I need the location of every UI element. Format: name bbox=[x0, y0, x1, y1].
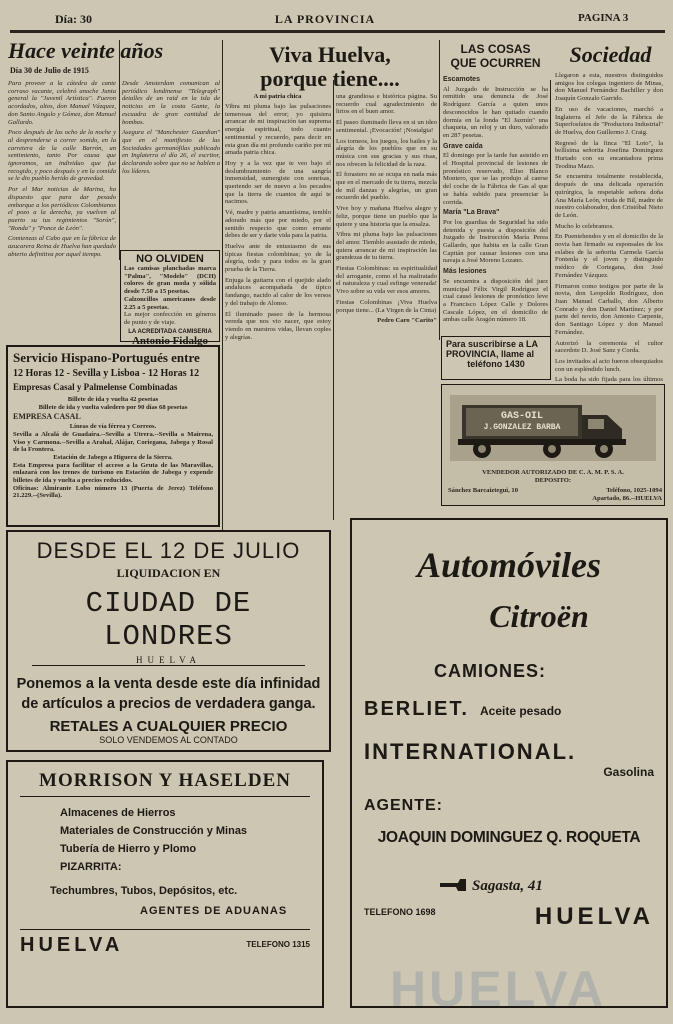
citroen-title: Automóviles bbox=[416, 545, 601, 585]
paragraph: En uso de vacaciones, marchó a Inglaterra el Jefe de la Fábrica de Superfosfatos de "Productora Industrial" de Huelva, don Guillermo J. Craig. bbox=[555, 105, 663, 136]
morrison-ad bbox=[6, 760, 324, 1008]
paragraph: Fiestas Colombinas ¡Viva Huelva porque tiene... (La Virgen de la Cinta) bbox=[336, 298, 437, 314]
agente-street: Sagasta, 41 bbox=[472, 878, 543, 894]
paragraph: Se encuentra totalmente restablecida, después de una delicada operación quirúrgica, la respetable señora doña Ana María León, viuda de Bil, madre de nuestro colaborador, don Cristóbal Nieto de León. bbox=[555, 173, 663, 219]
column-rule bbox=[222, 40, 223, 530]
paragraph: El paseo iluminado lleva en si un ideo sentimental. ¡Evocación! ¡Nostalgia! bbox=[336, 119, 437, 134]
morrison-line: Tubería de Hierro y Plomo bbox=[60, 843, 197, 855]
suscribirse-box bbox=[441, 336, 551, 380]
paragraph: Hoy y a la vez que te veo bajo el deslumbramiento de una sangría inmensidad, sumergiste con sonrisas, queriendo ser de nuevo a los pecados que la tierra de cuantos de aquí te nacimos. bbox=[225, 159, 331, 206]
masthead-day: Día: 30 bbox=[55, 12, 92, 26]
sociedad-body bbox=[555, 72, 663, 384]
sociedad-title: Sociedad bbox=[569, 42, 652, 67]
paragraph: Para proveer a la cátedra de cante corraso vacante, celebró anoche Junta general la "Juvenil Artística". Fueron acordados, altos, don Manuel Vázquez, don Santo Angulo y Gómez, don Manuel Gallardo. bbox=[8, 80, 116, 126]
suscribirse-line: Para suscribirse a LA bbox=[446, 339, 539, 349]
hace-veinte-anos-title: Hace veinte años bbox=[8, 38, 164, 63]
paragraph: Enjuga la guitarra con el quejido alado andaluces acompañada de típico fandango, nacido al calor de los versos y del trabajo de Alonso. bbox=[225, 276, 331, 307]
paragraph: Por el Mar noticias de Marina, ha dispuesto que para dar pesado embarque a los periódicos Colombianos el pozo a la derecha, ya vuelven al puerto su tus regimientos "Sorón", "Ronda" y "Ponce de León". bbox=[8, 186, 116, 232]
viva-huelva-title-2: porque tiene.... bbox=[260, 66, 400, 91]
masthead-rule bbox=[10, 30, 665, 33]
londres-line-1: DESDE EL 12 DE JULIO bbox=[36, 538, 301, 563]
berliet-row bbox=[364, 698, 654, 721]
londres-line-2: LIQUIDACION EN bbox=[116, 566, 221, 580]
gasoil-address: Sánchez Barcaiztegui, 10 bbox=[448, 487, 519, 494]
agente-label: AGENTE: bbox=[364, 797, 443, 814]
morrison-line: Materiales de Construcción y Minas bbox=[60, 825, 248, 837]
morrison-footer bbox=[20, 929, 310, 960]
paragraph: El iluminado paseo de la hermosa vereda que nos vio nacer, que estoy viendo en nuestros vidas, llevan coples y alegrías. bbox=[225, 310, 331, 341]
morrison-line: AGENTES DE ADUANAS bbox=[140, 905, 288, 917]
international-label: INTERNATIONAL. bbox=[364, 739, 577, 764]
servicio-title: Servicio Hispano-Portugués entre bbox=[13, 350, 200, 365]
londres-line-3: CIUDAD DE LONDRES bbox=[85, 587, 252, 653]
agente-city: HUELVA bbox=[534, 903, 654, 930]
servicio-hispano-portugues-ad bbox=[6, 345, 220, 527]
paragraph: Firmaron como testigos por parte de la novia, don Leopoldo Rodríguez, don Juan Manuel Carballo, don Alberto Conrado y don Daniel Martínez; y por parte del novio, don Antonio Carpente, don Santiago López y don Manuel Fernández. bbox=[555, 282, 663, 336]
servicio-line: 12 Horas 12 - Sevilla y Lisboa - 12 Horas 12 bbox=[13, 368, 200, 379]
paragraph: Por los guardias de Seguridad ha sido detenida y puesta a disposición del Juzgado de Instrucción María Perea Gallardo, que habita en la calle Gran Capitán por causar lesiones con una navaja a José Moreno Lozano. bbox=[443, 218, 548, 265]
morrison-line: Almacenes de Hierros bbox=[60, 807, 176, 819]
morrison-city: HUELVA bbox=[20, 934, 124, 956]
servicio-line: Billete de ida y vuelta 42 pesetas bbox=[67, 396, 159, 403]
masthead-page: PAGINA 3 bbox=[578, 12, 629, 24]
hace-veinte-anos-body bbox=[8, 80, 116, 340]
column-rule bbox=[550, 80, 551, 350]
no-olviden-brand: LA ACREDITADA CAMISERIA bbox=[128, 328, 212, 335]
paragraph: Fiestas Colombinas: su espiritualidad del arrogante, como el ha maltratado el naturaleza y cual esfinge venerada! Vivo sobre su vida ver esos amores. bbox=[336, 265, 437, 296]
paragraph: Vibra mi pluma bajo las pulsaciones del amor. Tiemblo asustado de miedo, quiera arrancar de mi inspiración las grandezas de tu tierra. bbox=[336, 231, 437, 262]
section-heading: Grave caída bbox=[443, 142, 483, 150]
londres-line-7: SOLO VENDEMOS AL CONTADO bbox=[99, 735, 238, 745]
masthead-paper-name: LA PROVINCIA bbox=[274, 12, 376, 26]
berliet-sub: Aceite pesado bbox=[480, 704, 562, 718]
paragraph: Comienzas al Cabo que en la fábrica de azucarera Reina de Huelva han quedado abierto definitiva por aquel tiempo. bbox=[8, 235, 116, 258]
footer-row bbox=[364, 903, 654, 943]
viva-huelva-body-col-2 bbox=[336, 93, 437, 513]
no-olviden-ad bbox=[120, 250, 220, 347]
no-olviden-title: NO OLVIDEN bbox=[136, 253, 204, 265]
section-heading: María "La Brava" bbox=[443, 209, 500, 217]
column-rule bbox=[439, 40, 440, 340]
no-olviden-text-2: Calzoncillos americanos desde 2.25 a 5 pesetas. bbox=[124, 295, 216, 311]
viva-huelva-body-col-1 bbox=[225, 103, 331, 523]
paragraph: Poco después de las ocho de la noche y al desprenderse a correr sonido, en la carretera de la calle Barrón, un sentimiento, tanto Por causa que ignoramos, un individuo que fue recogido, y poco después y en la comida se le dio pueblo herido de gravedad. bbox=[8, 129, 116, 183]
paragraph: Vibra mi pluma bajo las pulsaciones temerosas del error; yo quisiera arrancar de mi inspiración tan suprema energía espiritual, todo cuanto sentimental y recuerdo, para decir en esta gran día mi profundo cariño por mi amada patria chica. bbox=[225, 103, 331, 157]
citroen-ad bbox=[350, 518, 668, 1008]
col2-news bbox=[122, 80, 220, 245]
gasoil-line: DEPOSITO: bbox=[534, 477, 572, 484]
servicio-line: Oficinas: Almirante Lobo número 13 (Puerta de Jerez) Teléfono 21.229.--(Sevilla). bbox=[13, 484, 213, 500]
londres-line-6: RETALES A CUALQUIER PRECIO bbox=[49, 718, 288, 735]
agente-phone: TELEFONO 1698 bbox=[364, 907, 436, 917]
camiones-label: CAMIONES: bbox=[434, 661, 546, 681]
gasoil-ad bbox=[441, 384, 665, 506]
suscribirse-line: teléfono 1430 bbox=[467, 359, 525, 369]
section-heading: Escamotes bbox=[443, 76, 480, 83]
servicio-line: Estación de Jabego a Higuera de la Sierra. bbox=[53, 453, 173, 461]
morrison-line: Techumbres, Tubos, Depósitos, etc. bbox=[50, 885, 238, 897]
pointing-hand-icon bbox=[438, 875, 468, 895]
paragraph: Vé, madre y patria amantísima, temblo adorado más que por miedo, por el sentido respecto que como errante debes de ser y darte vida para la patria. bbox=[225, 209, 331, 240]
paragraph: El forastero no se ocupa en nada más que en el mercado de tu tierra, mezcla de mil danzas y alegrías, un gran recuerdo del pueblo. bbox=[336, 171, 437, 202]
paragraph: Al Juzgado de Instrucción se ha remitido una denuncia de José Rodríguez García a quien unos desconocidos le han quitado cuando dormía en la fonda "El Jazmín" una chaqueta, un reloj y un duro, valorado en 287 pesetas. bbox=[443, 85, 548, 139]
citroen-brand: Citroën bbox=[489, 598, 589, 634]
las-cosas-title-2: QUE OCURREN bbox=[450, 56, 541, 70]
viva-huelva-subtitle: A mi patria chica bbox=[253, 93, 302, 100]
paragraph: Huelva ante de entusiasmo de sus típicas fiestas colombinas; yo de la alegría, todo y para todos es la gran prueba de la Tierra. bbox=[225, 242, 331, 274]
paragraph: Regresó de la finca "El Loto", la bellísima señorita Josefina Dominguez Hurtado con su encantadora prima Teodina Mazo. bbox=[555, 139, 663, 170]
section-heading: Más lesiones bbox=[443, 268, 487, 276]
servicio-line: EMPRESA CASAL bbox=[13, 412, 81, 422]
paragraph: En Puentehendos y en el domicilio de la novia han firmado su esponsales de los eslabes de la señorita Carmela García Fontenla y el joven y distinguido médico de Cortegana, don José Fernández Vázquez. bbox=[555, 233, 663, 279]
servicio-line: Líneas de vía férrea y Correos. bbox=[69, 423, 157, 431]
gasolina-label: Gasolina bbox=[603, 765, 654, 779]
gasoil-phone: Teléfono, 1025-1094 bbox=[606, 487, 662, 494]
gasoil-apartado: Apartado, 86.--HUELVA bbox=[592, 495, 662, 502]
paragraph: Mucho lo celebramos. bbox=[555, 222, 614, 230]
no-olviden-text: Las camisas planchadas marca "Palma", "Modelo" (DCH) colores de gran moda y sólida desde 7.50 a 15 pesetas. bbox=[124, 265, 216, 296]
morrison-phone: TELEFONO 1315 bbox=[246, 940, 310, 949]
street-row bbox=[472, 875, 602, 899]
paragraph: La boda ha sido fijada para los últimos bbox=[555, 376, 663, 384]
no-olviden-shop: Antonio Fidalgo bbox=[131, 334, 209, 347]
londres-line-5: Ponemos a la venta desde este día infinidad de artículos a precios de verdadera ganga. bbox=[16, 676, 321, 712]
paragraph: Se encuentra a disposición del juez municipal Félix Virgil Rodríguez el cual causó lesiones de pronóstico leve a Francisco López Calle y Dolores Cascale López, en el domicilio de ambas calle Aragón número 18. bbox=[443, 277, 548, 324]
truck-name: J.GONZALEZ BARBA bbox=[483, 423, 561, 432]
paragraph: Asegura el "Manchester Guardian" que en el manifiesto de las Sociedades germanófilas publicado en Inglaterra el día 26, el escritor, declarando sobre que no se hablen a los líderes. bbox=[122, 129, 220, 175]
servicio-line: Esta Empresa para facilitar el acceso a la Gruta de las Maravillas, enlazará con los trenes de turismo en Estación de Jabega y expende billetes de ida y vuelta a precios reducidos. bbox=[13, 461, 213, 485]
morrison-title: MORRISON Y HASELDEN bbox=[20, 770, 310, 797]
las-cosas-title-1: LAS COSAS bbox=[460, 42, 531, 56]
hace-veinte-anos-date: Día 30 de Julio de 1915 bbox=[10, 66, 89, 75]
servicio-line: Sevilla a Alcalá de Guadaíra.--Sevilla a Utrera.--Sevilla a Mairena, Viso y Carmona.--Sevilla a Arahal, Alájar, Coriegana, Jabega y Rosal de la Frontera. bbox=[13, 430, 213, 454]
ciudad-de-londres-ad bbox=[6, 530, 331, 752]
no-olviden-text-3: La mejor confección en géneros de punto y de viaje. bbox=[124, 311, 216, 326]
paragraph: Llegaron a esta, nuestros distinguidos amigos los colegas ingeniero de Minas, don Manuel Fernández Bachiller y don Joaquín Gonzalo Garrido. bbox=[555, 72, 663, 103]
las-cosas-body bbox=[443, 74, 548, 334]
agente-name: JOAQUIN DOMINGUEZ Q. ROQUETA bbox=[377, 829, 641, 846]
paragraph: Vive hoy y mañana Huelva alegre y feliz, porque tiene un pueblo que la quiere y una historia que la ensalza. bbox=[336, 205, 437, 228]
archive-watermark: HUELVA bbox=[390, 961, 607, 1017]
servicio-line: Billete de ida y vuelta valedero por 90 días 68 pesetas bbox=[38, 403, 188, 411]
londres-line-4: HUELVA bbox=[32, 655, 305, 666]
viva-huelva-title-1: Viva Huelva, bbox=[269, 42, 391, 67]
berliet-label: BERLIET. bbox=[364, 698, 469, 720]
paragraph: Los torneos, los juegos, los bailes y la alegría de los pueblos que en su música con sus gracias y sus risas, nos ofrecen la felicidad de la raza. bbox=[336, 137, 437, 168]
paragraph: Autorizó la ceremonia el cultor sacerdote D. José Sanz y Corda. bbox=[555, 339, 663, 355]
paragraph: una grandiosa e histórica página. Su recuerdo cual agradecimiento de lirios en el buen amor. bbox=[336, 93, 437, 116]
morrison-line: PIZARRITA: bbox=[60, 861, 122, 873]
truck-label: GAS-OIL bbox=[500, 411, 543, 422]
paragraph: Desde Amsterdam comunican al periódico londinense "Telegraph" detalles de un raid en la isla de noticias en la costa Gante, la escuadra de gran cantidad de bombas. bbox=[122, 80, 220, 126]
paragraph: Los invitados al acto fueron obsequiados con un espléndido lunch. bbox=[555, 357, 663, 373]
servicio-line: Empresas Casal y Palmelense Combinadas bbox=[13, 382, 178, 392]
paragraph: El domingo por la tarde fue asistido en el Hospital provincial de lesiones de pronóstico reservado, Eliso Blanco Montero, que se las produjo al caerse del coche de la Fábrica de Gas al que se había subido para presenciar la corrida. bbox=[443, 152, 548, 206]
column-rule bbox=[333, 80, 334, 520]
gasoil-line: VENDEDOR AUTORIZADO DE C. A. M. P. S. A. bbox=[482, 469, 624, 476]
signature: Pedro Caro "Carito" bbox=[377, 317, 437, 325]
suscribirse-line: PROVINCIA, llame al bbox=[446, 349, 535, 359]
